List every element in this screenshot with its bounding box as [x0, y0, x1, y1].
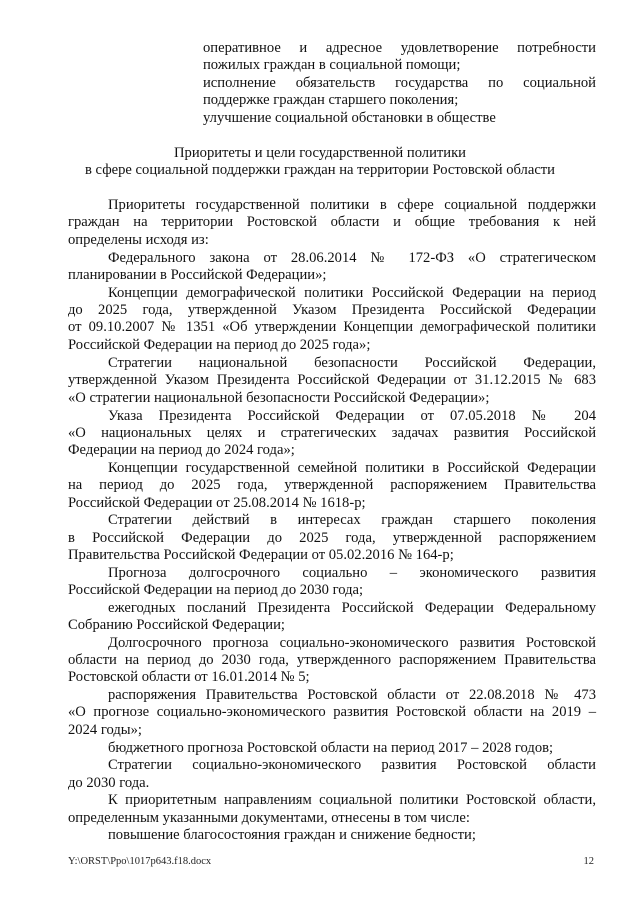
paragraph-line: Правительства Российской Федерации от 05.02.2016 № 164-р; — [68, 547, 454, 563]
paragraph-line: «О прогнозе социально-экономического развития Ростовской области на 2019 – — [68, 704, 596, 720]
section-heading-line: Приоритеты и цели государственной политики — [174, 145, 466, 161]
paragraph-line: Концепции демографической политики Российской Федерации на период — [108, 285, 596, 301]
paragraph-line: Стратегии национальной безопасности Российской Федерации, — [108, 355, 596, 371]
paragraph-line: Прогноза долгосрочного социально – экономического развития — [108, 565, 596, 581]
paragraph-line: распоряжения Правительства Ростовской области от 22.08.2018 № 473 — [108, 687, 596, 703]
paragraph-line: повышение благосостояния граждан и снижение бедности; — [108, 827, 476, 843]
section-heading-line: в сфере социальной поддержки граждан на территории Ростовской области — [85, 162, 555, 178]
paragraph-line: до 2030 года. — [68, 775, 150, 791]
paragraph-line: К приоритетным направлениям социальной политики Ростовской области, — [108, 792, 596, 808]
paragraph-line: Стратегии социально-экономического развития Ростовской области — [108, 757, 596, 773]
paragraph-line: в Российской Федерации до 2025 года, утвержденной распоряжением — [68, 530, 596, 546]
paragraph-line: «О национальных целях и стратегических задачах развития Российской — [68, 425, 596, 441]
paragraph-line: планировании в Российской Федерации»; — [68, 267, 327, 283]
paragraph-line: 2024 годы»; — [68, 722, 142, 738]
paragraph-line: улучшение социальной обстановки в обществе — [203, 110, 496, 126]
paragraph-line: до 2025 года, утвержденной Указом Президента Российской Федерации — [68, 302, 596, 318]
footer-file-path: Y:\ORST\Ppo\1017p643.f18.docx — [68, 856, 212, 867]
paragraph-line: Ростовской области от 16.01.2014 № 5; — [68, 669, 310, 685]
paragraph-line: пожилых граждан в социальной помощи; — [203, 57, 461, 73]
paragraph-line: бюджетного прогноза Ростовской области на период 2017 – 2028 годов; — [108, 740, 554, 756]
paragraph-line: определены исходя из: — [68, 232, 209, 248]
paragraph-line: от 09.10.2007 № 1351 «Об утверждении Концепции демографической политики — [68, 319, 596, 335]
paragraph-line: Российской Федерации на период до 2025 года»; — [68, 337, 371, 353]
paragraph-line: Российской Федерации на период до 2030 года; — [68, 582, 364, 598]
paragraph-line: ежегодных посланий Президента Российской Федерации Федеральному — [108, 600, 596, 616]
page-number: 12 — [583, 856, 594, 867]
paragraph-line: Российской Федерации от 25.08.2014 № 1618-р; — [68, 495, 366, 511]
paragraph-line: Долгосрочного прогноза социально-экономического развития Ростовской — [108, 635, 596, 651]
paragraph-line: «О стратегии национальной безопасности Российской Федерации»; — [68, 390, 490, 406]
paragraph-line: Федерации на период до 2024 года»; — [68, 442, 295, 458]
paragraph-line: исполнение обязательств государства по социальной — [203, 75, 596, 91]
paragraph-line: на период до 2025 года, утвержденной распоряжением Правительства — [68, 477, 596, 493]
paragraph-line: Федерального закона от 28.06.2014 № 172-ФЗ «О стратегическом — [108, 250, 596, 266]
paragraph-line: области на период до 2030 года, утвержденного распоряжением Правительства — [68, 652, 596, 668]
paragraph-line: Стратегии действий в интересах граждан старшего поколения — [108, 512, 596, 528]
paragraph-line: Приоритеты государственной политики в сфере социальной поддержки — [108, 197, 596, 213]
paragraph-line: Собранию Российской Федерации; — [68, 617, 285, 633]
paragraph-line: поддержке граждан старшего поколения; — [203, 92, 459, 108]
paragraph-line: утвержденной Указом Президента Российской Федерации от 31.12.2015 № 683 — [68, 372, 596, 388]
paragraph-line: Концепции государственной семейной политики в Российской Федерации — [108, 460, 596, 476]
paragraph-line: Указа Президента Российской Федерации от 07.05.2018 № 204 — [108, 408, 596, 424]
paragraph-line: оперативное и адресное удовлетворение потребности — [203, 40, 596, 56]
paragraph-line: определенным указанными документами, отнесены в том числе: — [68, 810, 470, 826]
paragraph-line: граждан на территории Ростовской области и общие требования к ней — [68, 214, 596, 230]
